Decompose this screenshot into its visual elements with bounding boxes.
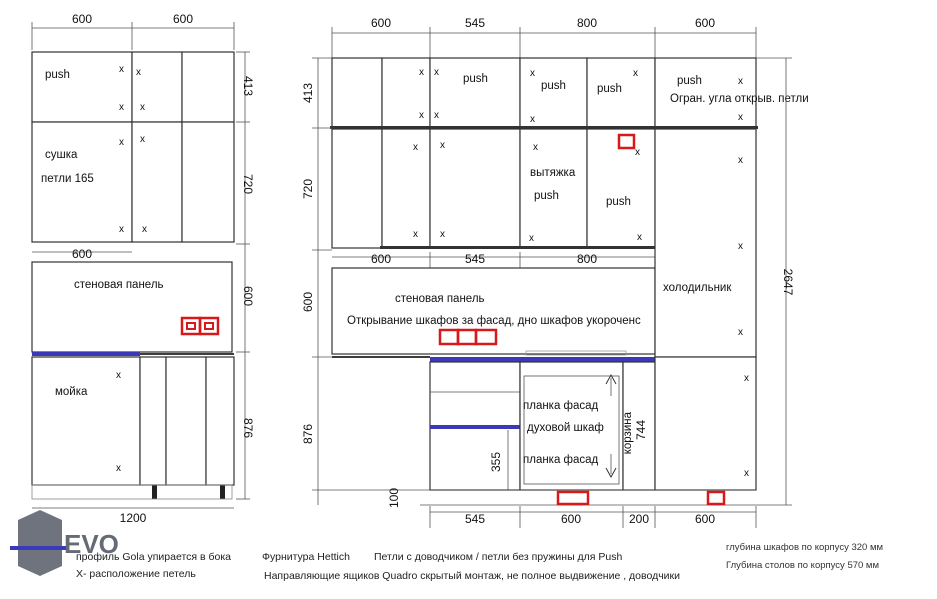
left-wall-panel-label: стеновая панель [74, 279, 164, 291]
right-elevation [301, 16, 809, 528]
upper-depth-note: глубина шкафов по корпусу 320 мм [726, 542, 884, 553]
logo-text: EVO [64, 529, 119, 559]
hinge-mark: x [738, 155, 743, 166]
hinge-mark: x [434, 67, 439, 78]
left-bottom-width: 1200 [119, 511, 147, 525]
right-bottom-dim-3: 200 [628, 512, 650, 526]
right-oven-label: духовой шкаф [527, 422, 604, 434]
hinge-mark: x [419, 110, 424, 121]
right-top-dim-1: 600 [370, 16, 392, 30]
left-lower-cabinet-3 [166, 357, 206, 485]
hinge-mark: x [533, 142, 538, 153]
hinge-mark: x [413, 142, 418, 153]
right-lower-cabinet [655, 357, 756, 490]
hinge-mark: x [530, 68, 535, 79]
right-push-label-2: push [541, 80, 566, 92]
right-side-dim-1: 413 [301, 82, 315, 104]
hinge-legend: X- расположение петель [76, 568, 196, 580]
left-lower-cabinet-4 [206, 357, 234, 485]
lower-depth-note: Глубина столов по корпусу 570 мм [726, 560, 879, 571]
evo-logo [10, 510, 119, 576]
left-sink-cabinet [32, 357, 140, 485]
plinth-socket-icon [558, 492, 588, 504]
right-mid-cab-2 [382, 129, 430, 248]
hinge-mark: x [440, 140, 445, 151]
right-top-dim-2: 545 [464, 16, 486, 30]
right-mid-dim-2: 545 [464, 252, 486, 266]
hardware-note: Фурнитура Hettich [262, 551, 350, 563]
hinge-mark: x [434, 110, 439, 121]
left-push-label: push [45, 69, 70, 81]
right-top-dim-3: 800 [576, 16, 598, 30]
right-mid-cab-4 [520, 129, 587, 248]
right-side-dim-4: 876 [301, 423, 315, 445]
right-angle-limit-label: Огран. угла открыв. петли [670, 93, 809, 105]
right-wall-panel [332, 268, 655, 354]
hinge-mark: x [744, 373, 749, 384]
left-elevation [32, 12, 255, 525]
right-dim-744: 744 [634, 419, 648, 441]
hinge-mark: x [136, 67, 141, 78]
hinge-mark: x [744, 468, 749, 479]
plinth-socket-icon [708, 492, 724, 504]
hinge-mark: x [738, 76, 743, 87]
hinge-mark: x [140, 134, 145, 145]
right-top-dim-4: 600 [694, 16, 716, 30]
right-mid-dim-1: 600 [370, 252, 392, 266]
left-mid-cabinet-3 [182, 122, 234, 242]
hinge-mark: x [140, 102, 145, 113]
right-front-strip-bottom: планка фасад [523, 454, 599, 466]
left-wall-panel [32, 262, 232, 352]
right-mid-dim-3: 800 [576, 252, 598, 266]
right-bottom-dim-4: 600 [694, 512, 716, 526]
hinge-mark: x [530, 114, 535, 125]
left-upper-cabinet-1 [32, 52, 132, 122]
hinge-mark: x [413, 229, 418, 240]
right-gola-profile [430, 357, 655, 362]
hinge-mark: x [419, 67, 424, 78]
hinge-mark: x [119, 102, 124, 113]
left-drying-label: сушка [45, 149, 78, 161]
right-bottom-dim-2: 600 [560, 512, 582, 526]
hinge-mark: x [142, 224, 147, 235]
right-mid-cab-1 [332, 129, 382, 248]
left-top-dim-1: 600 [71, 12, 93, 26]
hinge-mark: x [633, 68, 638, 79]
right-push-label-5: push [534, 190, 559, 202]
left-panel-width: 600 [71, 247, 93, 261]
right-opening-note: Открывание шкафов за фасад, дно шкафов укороченс [347, 315, 641, 327]
right-front-strip-top: планка фасад [523, 400, 599, 412]
right-side-dim-2: 720 [301, 178, 315, 200]
left-top-dim-2: 600 [172, 12, 194, 26]
hinge-mark: x [116, 370, 121, 381]
right-side-dim-5: 100 [387, 487, 401, 509]
right-push-label-1: push [463, 73, 488, 85]
left-hinges-label: петли 165 [41, 173, 94, 185]
right-basket-label: корзина [622, 412, 634, 455]
left-gola-profile [32, 352, 140, 356]
right-upper-cab-1 [332, 58, 382, 128]
drawers-note: Направляющие ящиков Quadro скрытый монтаж, не полное выдвижение , доводчики [264, 570, 681, 582]
hinge-mark: x [738, 241, 743, 252]
hinge-mark: x [119, 137, 124, 148]
hinge-mark: x [738, 327, 743, 338]
left-side-dim-1: 413 [241, 75, 255, 97]
hinge-mark: x [637, 232, 642, 243]
right-dim-355: 355 [489, 451, 503, 473]
right-side-dim-3: 600 [301, 291, 315, 313]
hinge-mark: x [738, 112, 743, 123]
left-lower-cabinet-2 [140, 357, 166, 485]
right-wall-panel-label: стеновая панель [395, 293, 485, 305]
right-push-label-4: push [677, 75, 702, 87]
left-upper-cabinet-3 [182, 52, 234, 122]
hinge-mark: x [119, 224, 124, 235]
right-bottom-dim-1: 545 [464, 512, 486, 526]
right-total-height: 2647 [781, 268, 795, 296]
right-upper-cab-3 [430, 58, 520, 128]
hinge-mark: x [119, 64, 124, 75]
hinge-mark: x [529, 233, 534, 244]
hinge-mark: x [635, 147, 640, 158]
hinge-mark: x [440, 229, 445, 240]
gola-note: профиль Gola упирается в бока [76, 551, 232, 563]
right-push-label-3: push [597, 83, 622, 95]
left-sink-label: мойка [55, 386, 88, 398]
right-push-label-6: push [606, 196, 631, 208]
hinges-note: Петли с доводчиком / петли без пружины для Push [374, 551, 623, 563]
left-side-dim-4: 876 [241, 417, 255, 439]
hinge-mark: x [116, 463, 121, 474]
left-side-dim-2: 720 [241, 173, 255, 195]
right-hood-label: вытяжка [530, 167, 576, 179]
left-side-dim-3: 600 [241, 285, 255, 307]
right-fridge-label: холодильник [663, 282, 732, 294]
